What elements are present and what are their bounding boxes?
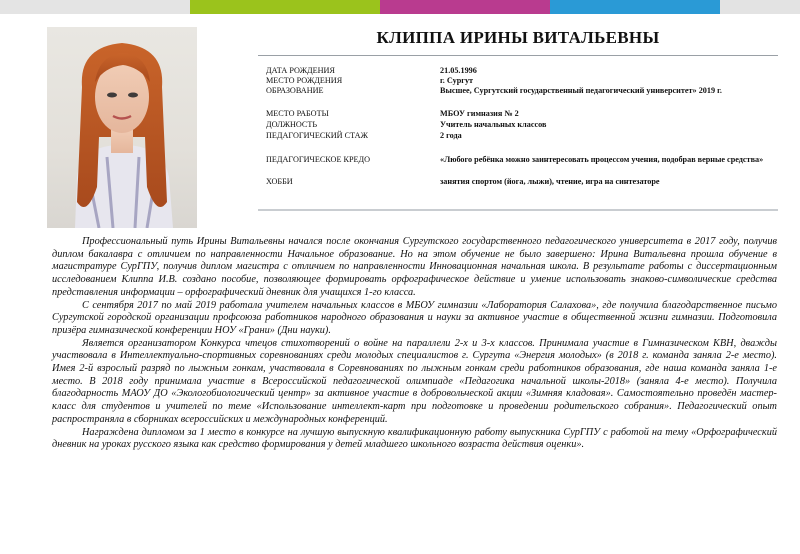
- info-value: 2 года: [440, 131, 462, 140]
- info-label: ПЕДАГОГИЧЕСКОЕ КРЕДО: [266, 155, 371, 164]
- info-value: занятия спортом (йога, лыжи), чтение, игра на синтезаторе: [440, 177, 660, 186]
- bio-paragraph: Награждена дипломом за 1 место в конкурсе на лучшую выпускную квалификационную работу выпускника СурГПУ с работой на тему «Орфографический дневник на уроках русского языка как средство формирования у детей младшего школьного возраста действия оценки».: [52, 426, 777, 451]
- info-value: «Любого ребёнка можно заинтересовать процессом учения, подобрав верные средства»: [440, 155, 764, 164]
- bio-paragraph: Профессиональный путь Ирины Витальевны начался после окончания Сургутского государственного педагогического университета в 2017 году, получив диплом бакалавра с отличием по направленности Начальное образование. Но на этом обучение не было завершено: Ирина Витальевна прошла обучение в магистратуре СурГПУ, получив диплом магистра с отличием по направленности Инновационная начальная школа. В результате работы с диссертационным исследованием Клиппа И.В. создано пособие, позволяющее формировать орфографическое действие и умение использовать знаково-символические средства представления информации – орфографический дневник для учащихся 1-го класса.: [52, 236, 777, 298]
- info-value: 21.05.1996: [440, 66, 477, 75]
- stripe-segment: [190, 0, 380, 14]
- stripe-segment: [0, 0, 190, 14]
- info-label: МЕСТО РАБОТЫ: [266, 109, 329, 118]
- info-value: Высшее, Сургутский государственный педагогический университет» 2019 г.: [440, 86, 722, 95]
- info-label: ПЕДАГОГИЧЕСКИЙ СТАЖ: [266, 131, 368, 140]
- stripe-segment: [380, 0, 550, 14]
- info-label: ДОЛЖНОСТЬ: [266, 120, 318, 129]
- top-color-stripe: [0, 0, 800, 14]
- info-value: Учитель начальных классов: [440, 120, 547, 129]
- biography-text: [52, 236, 777, 452]
- person-name: КЛИППА ИРИНЫ ВИТАЛЬЕВНЫ: [376, 28, 660, 47]
- bio-paragraph: Является организатором Конкурса чтецов стихотворений о войне на параллели 2-х и 3-х классов. Принимала участие в Гимназическом КВН, дважды участвовала в Интеллектуально-спортивных соревнованиях среди молодых специалистов г. Сургута «Энергия молодых» (в 2018 г. команда заняла 2-е место). Имея 2-й взрослый разряд по лыжным гонкам, участвовала в Соревнованиях по лыжным гонкам среди работников образования, где наша команда заняла 1-е место. В 2018 году принимала участие в Всероссийской педагогической олимпиаде «Педагогика начальной школы-2018» (заняла 4-е место). Получила благодарность МАОУ ДО «Экологобиологический центр» за активное участие в добровольческой акции «Зимняя кладовая». Самостоятельно проведён мастер-класс для студентов и учителей по теме «Использование интеллект-карт при подготовке и проведении родительского собрания». Педагогический опыт распространяла в сборниках всероссийских и международных конференций.: [52, 337, 777, 425]
- info-bottom-divider: [258, 209, 778, 211]
- info-label: ХОББИ: [266, 177, 293, 186]
- info-label: ДАТА РОЖДЕНИЯ: [266, 66, 335, 75]
- info-value: МБОУ гимназия № 2: [440, 109, 519, 118]
- info-label: МЕСТО РОЖДЕНИЯ: [266, 76, 343, 85]
- info-value: г. Сургут: [440, 76, 474, 85]
- stripe-segment: [720, 0, 800, 14]
- bio-paragraph: С сентября 2017 по май 2019 работала учителем начальных классов в МБОУ гимназии «Лаборатория Салахова», где получила благодарственное письмо Сургутской городской организации профсоюза работников народного образования и науки за активное участие в общественной жизни гимназии. Подготовила призёра гимназической конференции НОУ «Грани» (Дни науки).: [52, 299, 777, 336]
- portrait-photo: [47, 27, 197, 228]
- stripe-segment: [550, 0, 720, 14]
- profile-info-table: [258, 56, 780, 210]
- info-label: ОБРАЗОВАНИЕ: [266, 86, 324, 95]
